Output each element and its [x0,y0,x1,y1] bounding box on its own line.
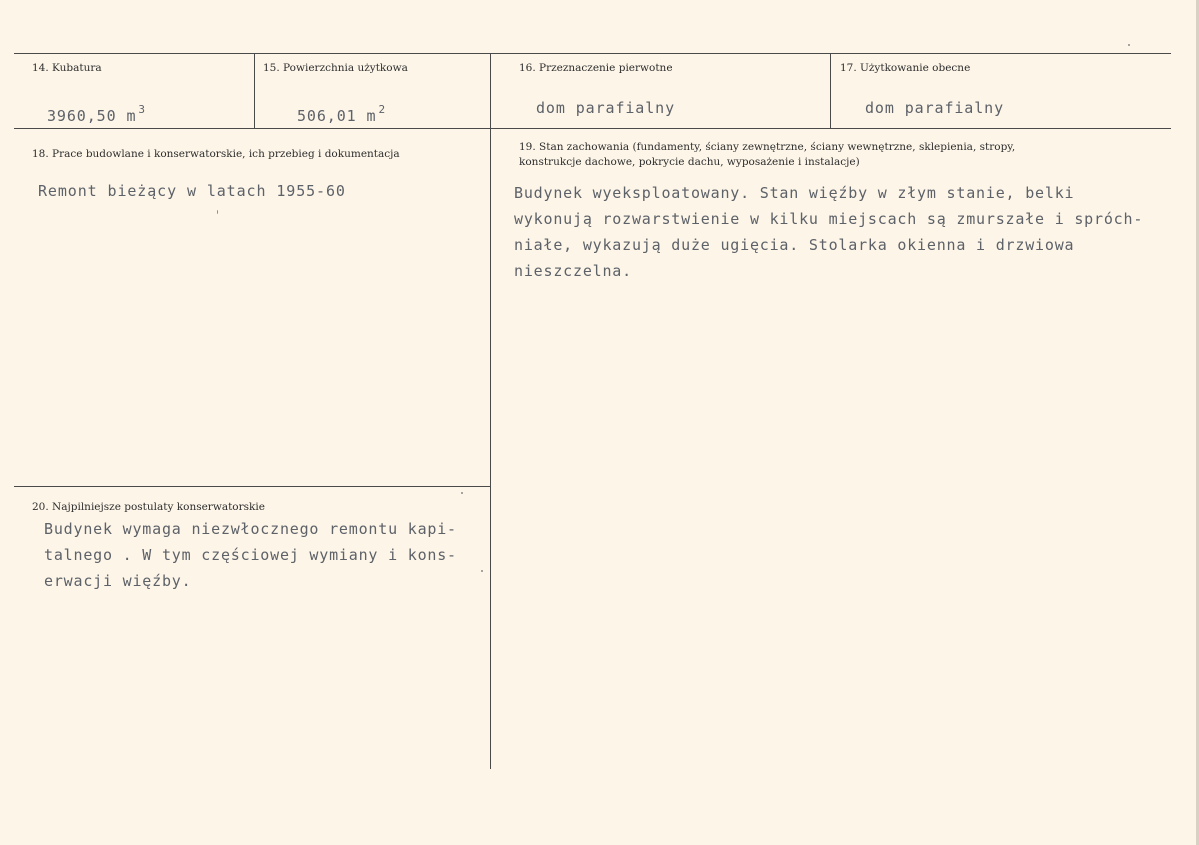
stan-text-line: Budynek wyeksploatowany. Stan więźby w złym stanie, belki [514,184,1075,202]
uzytkowanie-value: dom parafialny [865,99,1005,117]
postulaty-text-line: Budynek wymaga niezwłocznego remontu kapi- [44,520,457,538]
kubatura-value: 3960,50 m $^3$ [47,103,146,125]
stan-label-line-1: 19. Stan zachowania (fundamenty, ściany zewnętrzne, ściany wewnętrzne, sklepienia, stropy, [519,141,1016,153]
section-18-bottom-rule [14,486,491,487]
stan-text-line: nieszczelna. [514,262,632,280]
postulaty-text [44,516,457,594]
divider-16-17 [830,53,831,129]
powierzchnia-value: 506,01 m $^2$ [297,103,386,125]
uzytkowanie-label: 17. Użytkowanie obecne [840,62,971,74]
stan-text-line: niałe, wykazują duże ugięcia. Stolarka okienna i drzwiowa [514,236,1075,254]
postulaty-text-line: erwacji więźby. [44,572,192,590]
paper-speck [217,210,218,214]
prace-value: Remont bieżący w latach 1955-60 [38,182,346,200]
divider-14-15 [254,53,255,129]
paper-speck [481,570,483,572]
stan-text [514,180,1143,284]
prace-label: 18. Prace budowlane i konserwatorskie, ich przebieg i dokumentacja [32,148,400,160]
przeznaczenie-value: dom parafialny [536,99,676,117]
top-rule [14,53,1171,54]
kubatura-label: 14. Kubatura [32,62,102,74]
przeznaczenie-label: 16. Przeznaczenie pierwotne [519,62,673,74]
stan-label-line-2: konstrukcje dachowe, pokrycie dachu, wyposażenie i instalacje) [519,156,860,168]
paper-speck [461,492,463,494]
divider-main [490,53,491,769]
paper-speck [1128,44,1130,46]
stan-text-line: wykonują rozwarstwienie w kilku miejscach są zmurszałe i spróch- [514,210,1144,228]
postulaty-label: 20. Najpilniejsze postulaty konserwatorskie [32,501,265,513]
powierzchnia-label: 15. Powierzchnia użytkowa [263,62,408,74]
header-row-bottom-rule [14,128,1171,129]
postulaty-text-line: talnego . W tym częściowej wymiany i kons- [44,546,457,564]
